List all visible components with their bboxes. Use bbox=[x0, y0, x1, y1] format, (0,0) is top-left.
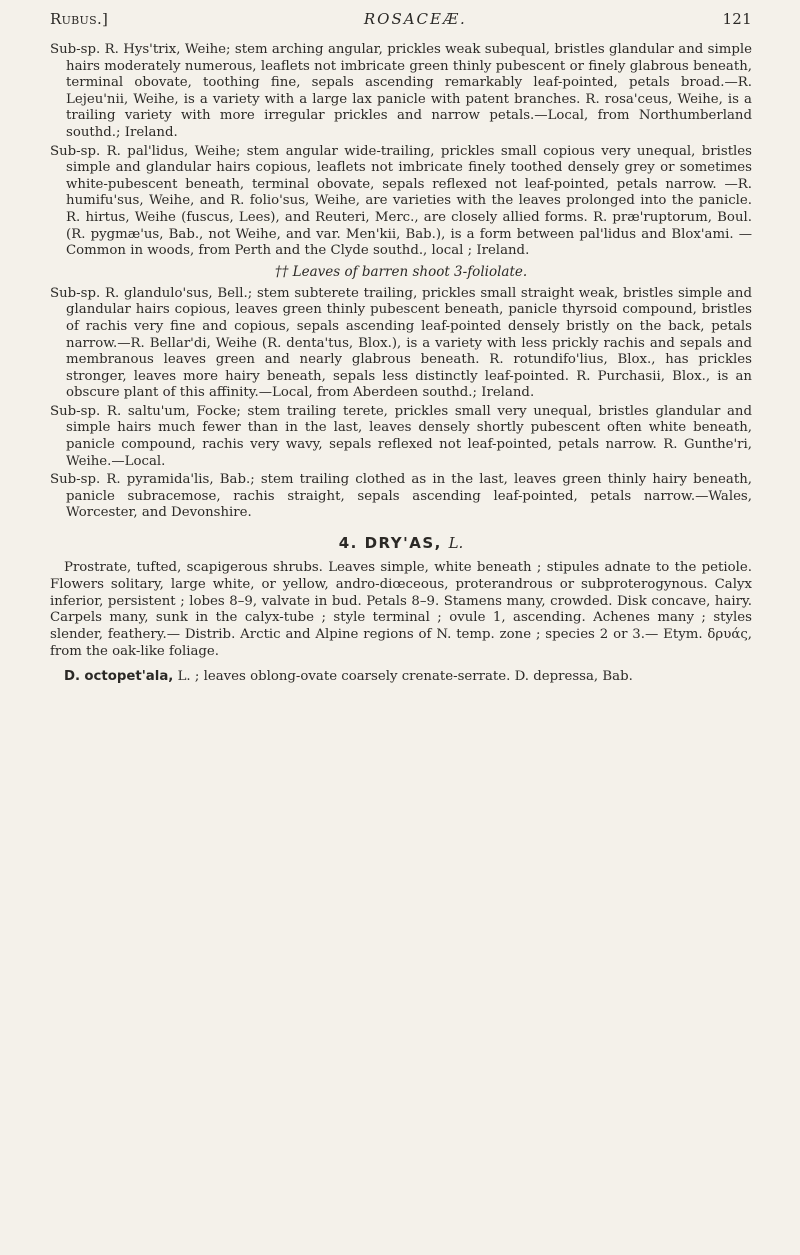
subspecies-saltuum: Sub-sp. R. saltu'um, Focke; stem trailing terete, prickles small very unequal, bristles glandular and simple hairs much fewer than in the last, leaves densely shortly pubescent often white beneath, panicle compound, rachis very wavy, sepals reflexed not leaf-pointed, petals narrow. R. Gunthe'ri, Weihe.—Local. bbox=[50, 403, 752, 469]
page-number: 121 bbox=[722, 10, 752, 28]
genus-name: DRY'AS, bbox=[364, 534, 442, 553]
species-entry bbox=[50, 669, 752, 686]
genus-heading bbox=[50, 534, 752, 552]
section-subheading: †† Leaves of barren shoot 3-foliolate. bbox=[274, 263, 528, 280]
genus-authority: L. bbox=[448, 534, 464, 553]
subspecies-glandulosus: Sub-sp. R. glandulo'sus, Bell.; stem subterete trailing, prickles small straight weak, bristles simple and glandular hairs copious, leaves green thinly pubescent beneath, panicle thyrsoid compound, bristles of rachis very fine and copious, sepals ascending leaf-pointed densely bristly on the back, petals narrow.—R. Bellar'di, Weihe (R. denta'tus, Blox.), is a variety with less prickly rachis and sepals and membranous leaves green and nearly glabrous beneath. R. rotundifo'lius, Blox., has prickles stronger, leaves more hairy beneath, sepals less distinctly leaf-pointed. R. Purchasii, Blox., is an obscure plant of this affinity.—Local, from Aberdeen southd.; Ireland. bbox=[50, 285, 752, 401]
genus-number: 4. bbox=[338, 534, 358, 553]
subspecies-pyramidalis: Sub-sp. R. pyramida'lis, Bab.; stem trailing clothed as in the last, leaves green thinly hairy beneath, panicle subracemose, rachis straight, sepals ascending leaf-pointed, petals narrow.—Wales, Worcester, and Devonshire. bbox=[50, 472, 752, 521]
header-genus: Rubus.] bbox=[50, 10, 109, 28]
species-name: octopet'ala, bbox=[84, 668, 174, 684]
header-family: ROSACEÆ. bbox=[363, 10, 467, 28]
subspecies-pallidus: Sub-sp. R. pal'lidus, Weihe; stem angular wide-trailing, prickles small copious very unequal, bristles simple and glandular hairs copious, leaflets not imbricate finely toothed densely grey or sometimes white-pubescent beneath, terminal obovate, sepals reflexed not leaf-pointed, petals narrow. —R. humifu'sus, Weihe, and R. folio'sus, Weihe, are varieties with the leaves prolonged into the panicle. R. hirtus, Weihe (fuscus, Lees), and Reuteri, Merc., are closely allied forms. R. præ'ruptorum, Boul. (R. pygmæ'us, Bab., not Weihe, and var. Men'kii, Bab.), is a form between pal'lidus and Blox'ami. —Common in woods, from Perth and the Clyde southd., local ; Ireland. bbox=[50, 143, 752, 259]
running-header bbox=[50, 10, 752, 28]
subspecies-hystrix: Sub-sp. R. Hys'trix, Weihe; stem arching angular, prickles weak subequal, bristles glandular and simple hairs moderately numerous, leaflets not imbricate green thinly pubescent or finely glabrous beneath, terminal obovate, toothing fine, sepals ascending remarkably leaf-pointed, petals broad.—R. Lejeu'nii, Weihe, is a variety with a large lax panicle with patent branches. R. rosa'ceus, Weihe, is a trailing variety with more irregular prickles and narrow petals.—Local, from Northumberland southd.; Ireland. bbox=[50, 42, 752, 140]
species-letter: D. bbox=[64, 668, 81, 684]
species-text: L. ; leaves oblong-ovate coarsely crenate-serrate. D. depressa, Bab. bbox=[177, 668, 633, 684]
genus-description: Prostrate, tufted, scapigerous shrubs. Leaves simple, white beneath ; stipules adnate to the petiole. Flowers solitary, large white, or yellow, andro-diœceous, proterandrous or subproterogynous. Calyx inferior, persistent ; lobes 8–9, valvate in bud. Petals 8–9. Stamens many, crowded. Disk concave, hairy. Carpels many, sunk in the calyx-tube ; style terminal ; ovule 1, ascending. Achenes many ; styles slender, feathery.— Distrib. Arctic and Alpine regions of N. temp. zone ; species 2 or 3.— Etym. δρυάς, from the oak-like foliage. bbox=[50, 560, 752, 660]
